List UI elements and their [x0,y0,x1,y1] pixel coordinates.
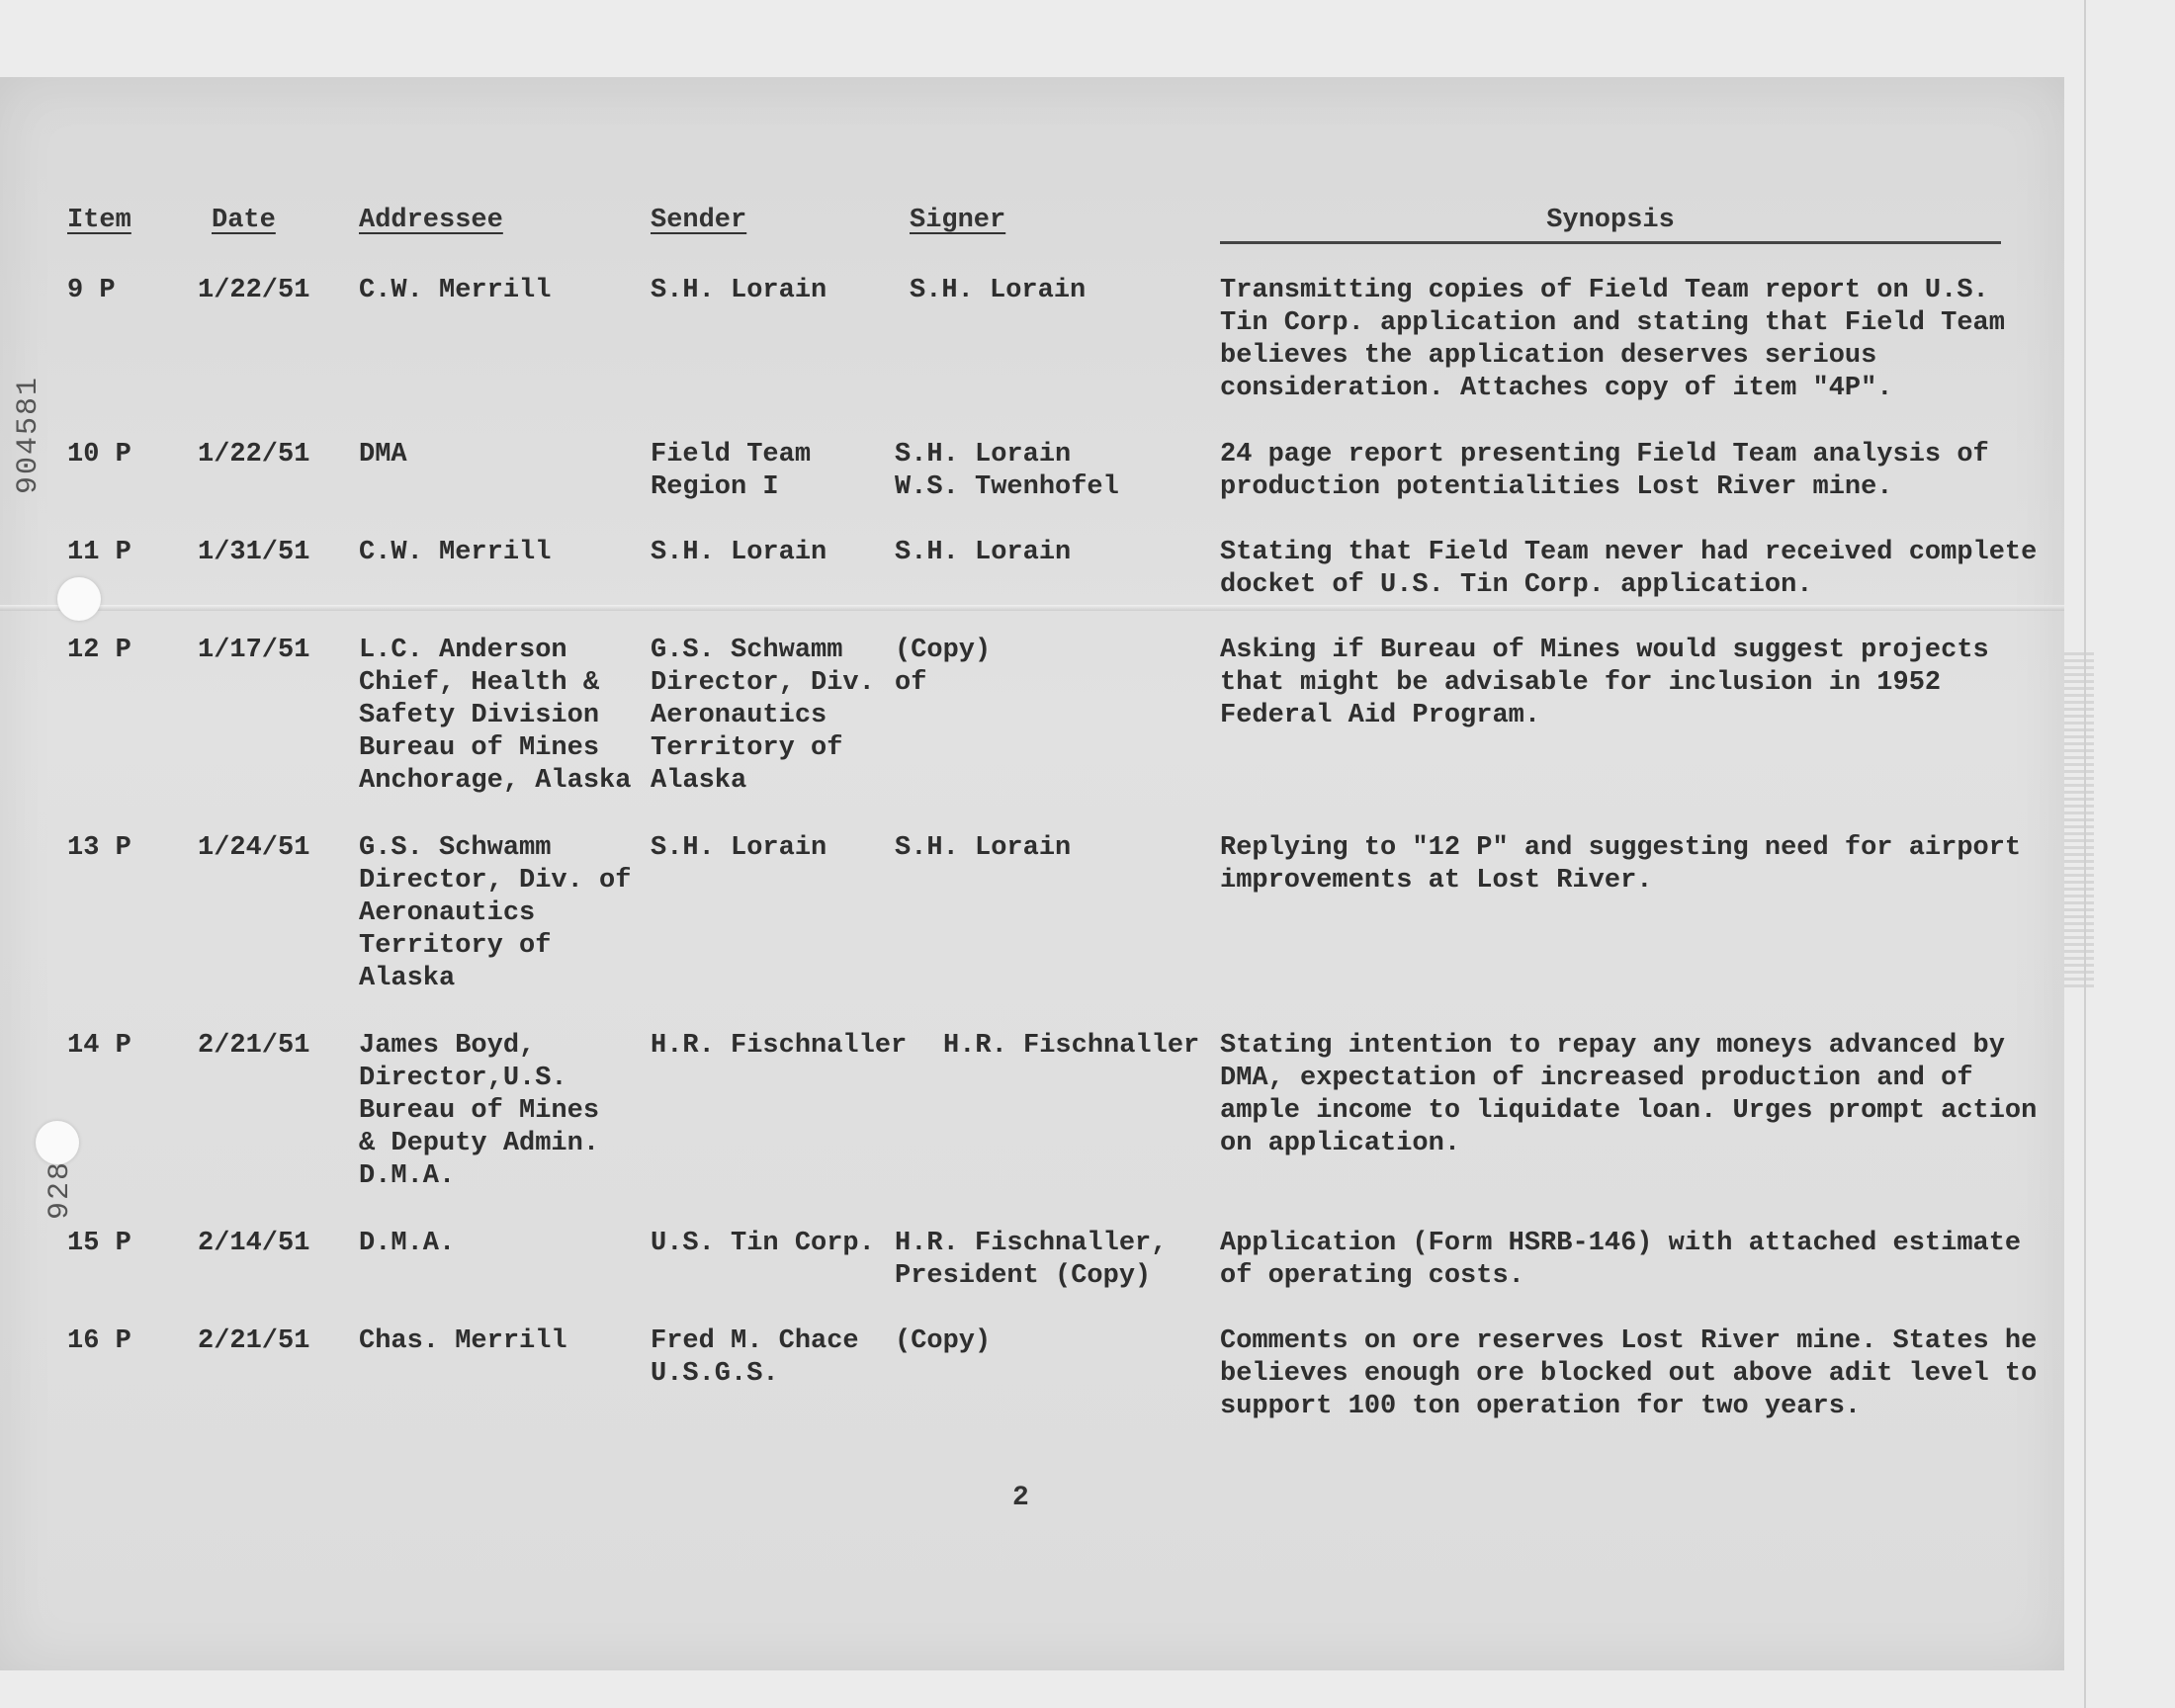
row-signer: (Copy) of [895,636,992,698]
row-date: 1/22/51 [198,440,310,470]
header-synopsis: Synopsis [1220,206,2001,244]
row-date: 2/21/51 [198,1326,310,1356]
row-sender: Field Team Region I [651,440,812,502]
row-date: 2/14/51 [198,1229,310,1258]
header-date: Date [212,206,276,235]
row-item: 15 P [67,1229,131,1258]
row-synopsis: Replying to "12 P" and suggesting need for airport improvements at Lost River. [1220,833,2022,896]
row-item: 12 P [67,636,131,665]
row-addressee: D.M.A. [359,1229,456,1258]
row-signer: (Copy) [895,1326,992,1356]
row-synopsis: Transmitting copies of Field Team report on U.S. Tin Corp. application and stating that Field Team believes the application deserves serious consideration. Attaches copy of item "4P". [1220,276,2005,403]
row-signer: S.H. Lorain [895,833,1072,863]
side-stamp-number: 904581 [12,375,45,494]
row-addressee: DMA [359,440,407,470]
row-sender: G.S. Schwamm Director, Div. Aeronautics Territory of Alaska [651,636,875,796]
row-item: 10 P [67,440,131,470]
row-addressee: L.C. Anderson Chief, Health & Safety Division Bureau of Mines Anchorage, Alaska [359,636,632,796]
row-item: 9 P [67,276,116,305]
row-synopsis: 24 page report presenting Field Team analysis of production potentialities Lost River mine. [1220,440,1989,502]
row-sender: H.R. Fischnaller [651,1031,908,1061]
row-signer: S.H. Lorain [895,538,1072,567]
row-synopsis: Comments on ore reserves Lost River mine. States he believes enough ore blocked out above adit level to support 100 ton operation for two years. [1220,1326,2038,1421]
row-sender: S.H. Lorain [651,833,827,863]
page-fold-line [0,605,2064,611]
row-item: 11 P [67,538,131,567]
row-signer: S.H. Lorain [910,276,1087,305]
header-addressee: Addressee [359,206,503,235]
header-item: Item [67,206,131,235]
row-addressee: C.W. Merrill [359,276,552,305]
row-sender: Fred M. Chace U.S.G.S. [651,1326,859,1389]
row-date: 1/22/51 [198,276,310,305]
scan-edge-artifact [2064,652,2094,988]
row-signer: H.R. Fischnaller [943,1031,1200,1061]
row-sender: S.H. Lorain [651,538,827,567]
row-signer: H.R. Fischnaller, President (Copy) [895,1229,1168,1291]
row-synopsis: Stating that Field Team never had received complete docket of U.S. Tin Corp. application. [1220,538,2038,600]
punch-hole-top [57,577,101,621]
row-addressee: C.W. Merrill [359,538,552,567]
punch-hole-bottom [36,1121,79,1164]
row-item: 13 P [67,833,131,863]
row-synopsis: Application (Form HSRB-146) with attached estimate of operating costs. [1220,1229,2022,1291]
scan-border-line [2084,0,2086,1708]
header-signer: Signer [910,206,1006,235]
row-synopsis: Asking if Bureau of Mines would suggest projects that might be advisable for inclusion in 1952 Federal Aid Program. [1220,636,1989,730]
row-date: 1/31/51 [198,538,310,567]
row-date: 2/21/51 [198,1031,310,1061]
row-synopsis: Stating intention to repay any moneys advanced by DMA, expectation of increased production and of ample income to liquidate loan. Urges prompt action on application. [1220,1031,2038,1158]
row-item: 16 P [67,1326,131,1356]
header-sender: Sender [651,206,747,235]
page-number: 2 [1012,1483,1029,1513]
row-sender: S.H. Lorain [651,276,827,305]
row-sender: U.S. Tin Corp. [651,1229,875,1258]
row-addressee: James Boyd, Director,U.S. Bureau of Mines & Deputy Admin. D.M.A. [359,1031,600,1191]
row-addressee: Chas. Merrill [359,1326,567,1356]
side-stamp-number-lower: 928 [44,1159,77,1220]
row-item: 14 P [67,1031,131,1061]
row-signer: S.H. Lorain W.S. Twenhofel [895,440,1119,502]
row-addressee: G.S. Schwamm Director, Div. of Aeronautics Territory of Alaska [359,833,632,993]
row-date: 1/24/51 [198,833,310,863]
row-date: 1/17/51 [198,636,310,665]
